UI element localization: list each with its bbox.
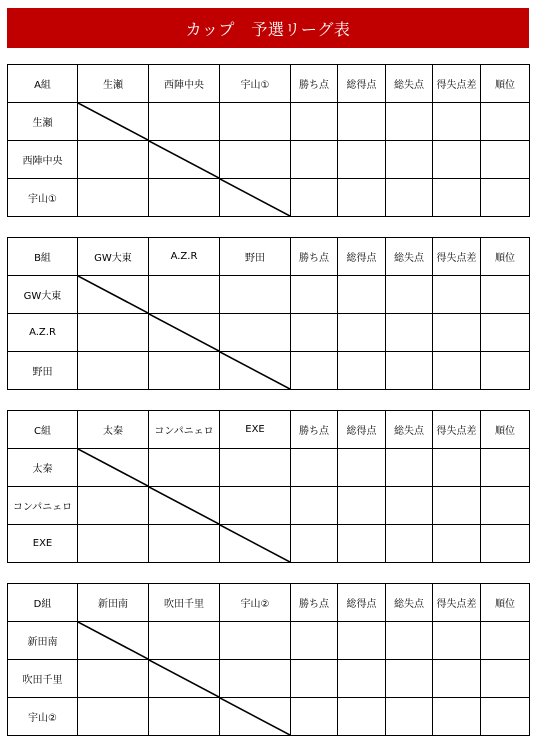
stat-header: 総得点 (338, 65, 386, 103)
team-row (8, 525, 530, 563)
score-cell (78, 141, 149, 179)
group-name: D組 (8, 584, 78, 622)
stat-header: 総得点 (338, 238, 386, 276)
stat-cell (291, 141, 338, 179)
team-column-header: 吹田千里 (149, 584, 220, 622)
team-row-header: 吹田千里 (8, 660, 78, 698)
score-cell (220, 660, 291, 698)
stat-cell (338, 352, 386, 390)
stat-cell (386, 141, 433, 179)
stat-cell (338, 622, 386, 660)
diagonal-cell (220, 179, 291, 217)
stat-cell (481, 276, 530, 314)
team-column-header: 西陣中央 (149, 65, 220, 103)
team-row-header: 宇山② (8, 698, 78, 736)
score-cell (149, 622, 220, 660)
stat-header: 総失点 (386, 584, 433, 622)
stat-header: 総得点 (338, 584, 386, 622)
team-column-header: 宇山① (220, 65, 291, 103)
score-cell (149, 698, 220, 736)
team-row-header: 生瀬 (8, 103, 78, 141)
stat-cell (386, 314, 433, 352)
stat-cell (386, 103, 433, 141)
stat-cell (481, 525, 530, 563)
diagonal-line (220, 525, 290, 562)
stat-cell (433, 622, 481, 660)
diagonal-line (220, 352, 290, 389)
score-cell (149, 525, 220, 563)
team-row (8, 314, 530, 352)
stat-header: 順位 (481, 584, 530, 622)
team-row-header: 西陣中央 (8, 141, 78, 179)
stat-cell (291, 449, 338, 487)
stat-cell (291, 179, 338, 217)
team-row (8, 352, 530, 390)
stat-header: 順位 (481, 411, 530, 449)
stat-cell (433, 660, 481, 698)
team-column-header: 新田南 (78, 584, 149, 622)
stat-header: 総失点 (386, 65, 433, 103)
team-row-header: コンパニェロ (8, 487, 78, 525)
diagonal-cell (220, 698, 291, 736)
stat-header: 順位 (481, 238, 530, 276)
score-cell (149, 179, 220, 217)
diagonal-cell (78, 449, 149, 487)
stat-cell (338, 103, 386, 141)
team-column-header: EXE (220, 411, 291, 449)
team-row-header: A.Z.R (8, 314, 78, 352)
stat-cell (338, 698, 386, 736)
stat-cell (338, 525, 386, 563)
stat-cell (481, 141, 530, 179)
stat-header: 得失点差 (433, 584, 481, 622)
team-row (8, 141, 530, 179)
stat-cell (386, 276, 433, 314)
stat-cell (338, 141, 386, 179)
stat-cell (291, 698, 338, 736)
team-column-header: GW大東 (78, 238, 149, 276)
league-table-1 (7, 64, 530, 217)
diagonal-cell (220, 352, 291, 390)
league-table-3 (7, 410, 530, 563)
stat-cell (386, 487, 433, 525)
stat-cell (386, 449, 433, 487)
stat-cell (386, 622, 433, 660)
diagonal-line (78, 103, 148, 140)
diagonal-line (220, 179, 290, 216)
stat-cell (481, 103, 530, 141)
stat-header: 得失点差 (433, 411, 481, 449)
team-column-header: 生瀬 (78, 65, 149, 103)
score-cell (78, 525, 149, 563)
stat-cell (386, 352, 433, 390)
score-cell (149, 352, 220, 390)
diagonal-cell (78, 276, 149, 314)
score-cell (78, 660, 149, 698)
team-row-header: 太秦 (8, 449, 78, 487)
team-row (8, 449, 530, 487)
team-column-header: 宇山② (220, 584, 291, 622)
stat-cell (481, 352, 530, 390)
score-cell (220, 314, 291, 352)
team-row (8, 622, 530, 660)
stat-cell (481, 314, 530, 352)
team-row (8, 660, 530, 698)
team-row-header: EXE (8, 525, 78, 563)
team-row-header: GW大東 (8, 276, 78, 314)
stat-cell (338, 449, 386, 487)
stat-cell (433, 525, 481, 563)
team-row (8, 698, 530, 736)
team-row-header: 宇山① (8, 179, 78, 217)
diagonal-cell (78, 622, 149, 660)
stat-cell (433, 141, 481, 179)
diagonal-line (149, 314, 219, 351)
score-cell (220, 141, 291, 179)
stat-cell (386, 179, 433, 217)
stat-cell (433, 352, 481, 390)
league-table-2 (7, 237, 530, 390)
stat-cell (291, 103, 338, 141)
team-row (8, 276, 530, 314)
stat-cell (386, 660, 433, 698)
diagonal-cell (220, 525, 291, 563)
stat-cell (481, 179, 530, 217)
stat-cell (481, 698, 530, 736)
group-name: B組 (8, 238, 78, 276)
score-cell (149, 276, 220, 314)
group-name: A組 (8, 65, 78, 103)
stat-header: 総失点 (386, 411, 433, 449)
stat-cell (433, 179, 481, 217)
stat-cell (433, 276, 481, 314)
stat-cell (291, 622, 338, 660)
group-name: C組 (8, 411, 78, 449)
team-column-header: A.Z.R (149, 238, 220, 276)
diagonal-line (149, 487, 219, 524)
stat-cell (481, 487, 530, 525)
stat-cell (481, 622, 530, 660)
stat-header: 勝ち点 (291, 411, 338, 449)
league-table-4 (7, 583, 530, 736)
diagonal-cell (149, 314, 220, 352)
diagonal-line (149, 141, 219, 178)
team-column-header: コンパニェロ (149, 411, 220, 449)
stat-cell (481, 449, 530, 487)
stat-cell (433, 698, 481, 736)
score-cell (149, 449, 220, 487)
score-cell (149, 103, 220, 141)
score-cell (78, 698, 149, 736)
team-column-header: 太秦 (78, 411, 149, 449)
stat-cell (386, 525, 433, 563)
diagonal-cell (78, 103, 149, 141)
stat-cell (338, 487, 386, 525)
diagonal-line (78, 622, 148, 659)
stat-header: 勝ち点 (291, 65, 338, 103)
stat-cell (433, 103, 481, 141)
diagonal-cell (149, 487, 220, 525)
score-cell (220, 622, 291, 660)
score-cell (78, 352, 149, 390)
stat-cell (291, 660, 338, 698)
diagonal-line (220, 698, 290, 735)
team-row (8, 103, 530, 141)
stat-cell (338, 314, 386, 352)
diagonal-line (78, 449, 148, 486)
diagonal-cell (149, 660, 220, 698)
score-cell (220, 276, 291, 314)
score-cell (220, 487, 291, 525)
stat-cell (481, 660, 530, 698)
team-column-header: 野田 (220, 238, 291, 276)
stat-cell (291, 314, 338, 352)
stat-cell (338, 179, 386, 217)
stat-cell (291, 487, 338, 525)
stat-header: 得失点差 (433, 65, 481, 103)
stat-cell (433, 487, 481, 525)
diagonal-line (149, 660, 219, 697)
stat-header: 勝ち点 (291, 584, 338, 622)
stat-cell (433, 314, 481, 352)
diagonal-cell (149, 141, 220, 179)
page-title: カップ 予選リーグ表 (7, 8, 529, 48)
stat-header: 勝ち点 (291, 238, 338, 276)
score-cell (78, 487, 149, 525)
stat-header: 得失点差 (433, 238, 481, 276)
team-row (8, 179, 530, 217)
stat-cell (291, 352, 338, 390)
diagonal-line (78, 276, 148, 313)
stat-cell (338, 660, 386, 698)
score-cell (220, 449, 291, 487)
stat-cell (386, 698, 433, 736)
score-cell (78, 314, 149, 352)
stat-header: 総得点 (338, 411, 386, 449)
stat-cell (433, 449, 481, 487)
score-cell (220, 103, 291, 141)
team-row-header: 新田南 (8, 622, 78, 660)
stat-header: 順位 (481, 65, 530, 103)
team-row (8, 487, 530, 525)
stat-cell (291, 276, 338, 314)
stat-header: 総失点 (386, 238, 433, 276)
stat-cell (338, 276, 386, 314)
score-cell (78, 179, 149, 217)
team-row-header: 野田 (8, 352, 78, 390)
stat-cell (291, 525, 338, 563)
